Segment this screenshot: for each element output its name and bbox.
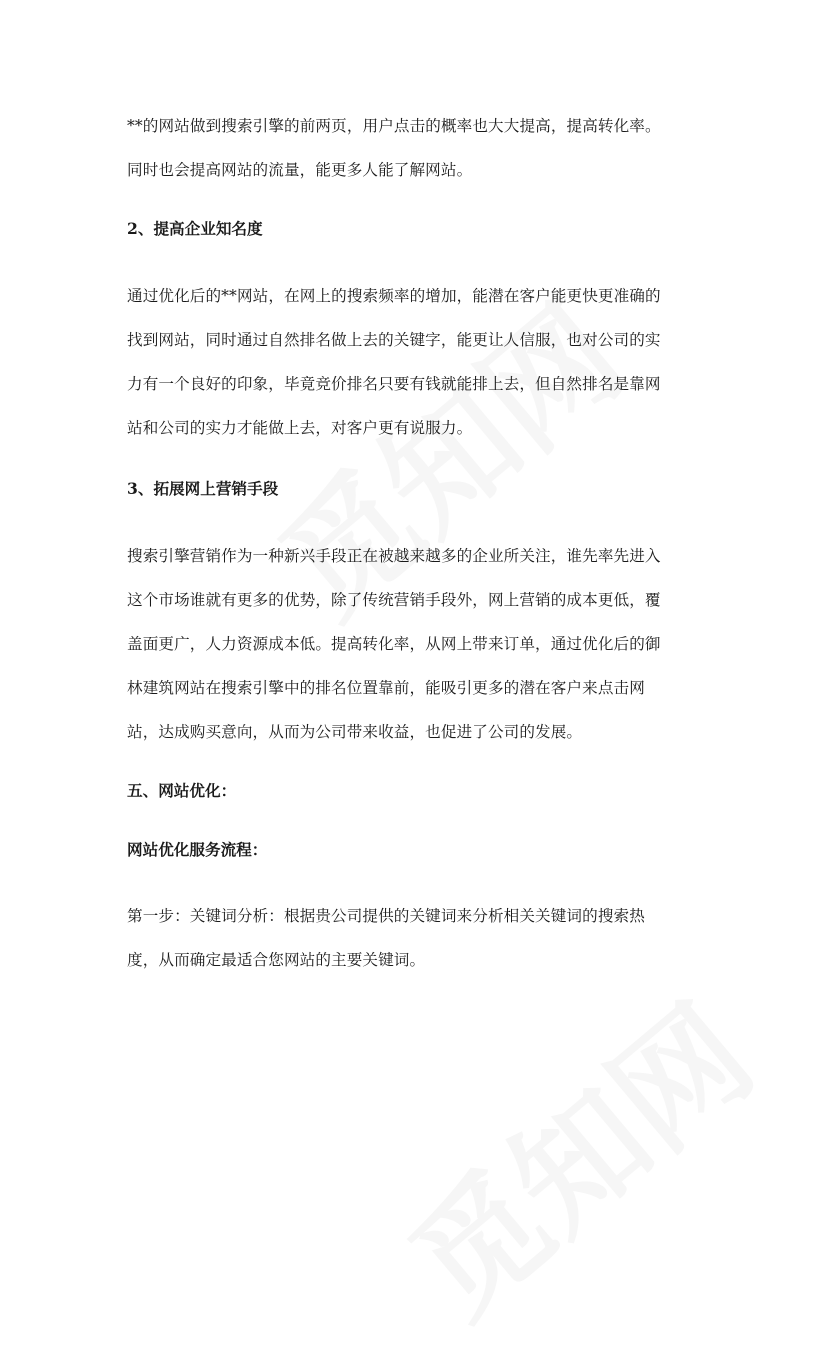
- text-line: 通过优化后的**网站，在网上的搜索频率的增加，能潜在客户能更快更准确的: [127, 287, 661, 305]
- text-line: 站和公司的实力才能做上去，对客户更有说服力。: [127, 419, 473, 437]
- section3-paragraph: [127, 534, 707, 754]
- text-line: 这个市场谁就有更多的优势，除了传统营销手段外，网上营销的成本更低，覆: [127, 591, 661, 609]
- text-line: 力有一个良好的印象，毕竟竞价排名只要有钱就能排上去，但自然排名是靠网: [127, 375, 661, 393]
- text-line: 第一步：关键词分析：根据贵公司提供的关键词来分析相关关键词的搜索热: [127, 907, 645, 925]
- step1-paragraph: [127, 894, 707, 982]
- text-line: 找到网站，同时通过自然排名做上去的关键字，能更让人信服，也对公司的实: [127, 331, 661, 349]
- text-line: 搜索引擎营销作为一种新兴手段正在被越来越多的企业所关注，谁先率先进入: [127, 547, 661, 565]
- section2-heading: 2、提高企业知名度: [127, 219, 263, 238]
- section2-paragraph: [127, 274, 707, 450]
- watermark-bottom: [366, 957, 785, 1350]
- intro-paragraph: [127, 104, 707, 192]
- section5-heading: 五、网站优化：: [127, 781, 237, 800]
- service-flow-heading: 网站优化服务流程：: [127, 840, 268, 859]
- text-line: 度，从而确定最适合您网站的主要关键词。: [127, 951, 426, 969]
- text-line: 同时也会提高网站的流量，能更多人能了解网站。: [127, 161, 473, 179]
- text-line: 站，达成购买意向，从而为公司带来收益，也促进了公司的发展。: [127, 723, 583, 741]
- section3-heading: 3、拓展网上营销手段: [127, 479, 279, 498]
- text-line: 盖面更广，人力资源成本低。提高转化率，从网上带来订单，通过优化后的御: [127, 635, 661, 653]
- text-line: 林建筑网站在搜索引擎中的排名位置靠前，能吸引更多的潜在客户来点击网: [127, 679, 645, 697]
- text-line: **的网站做到搜索引擎的前两页，用户点击的概率也大大提高，提高转化率。: [127, 117, 661, 135]
